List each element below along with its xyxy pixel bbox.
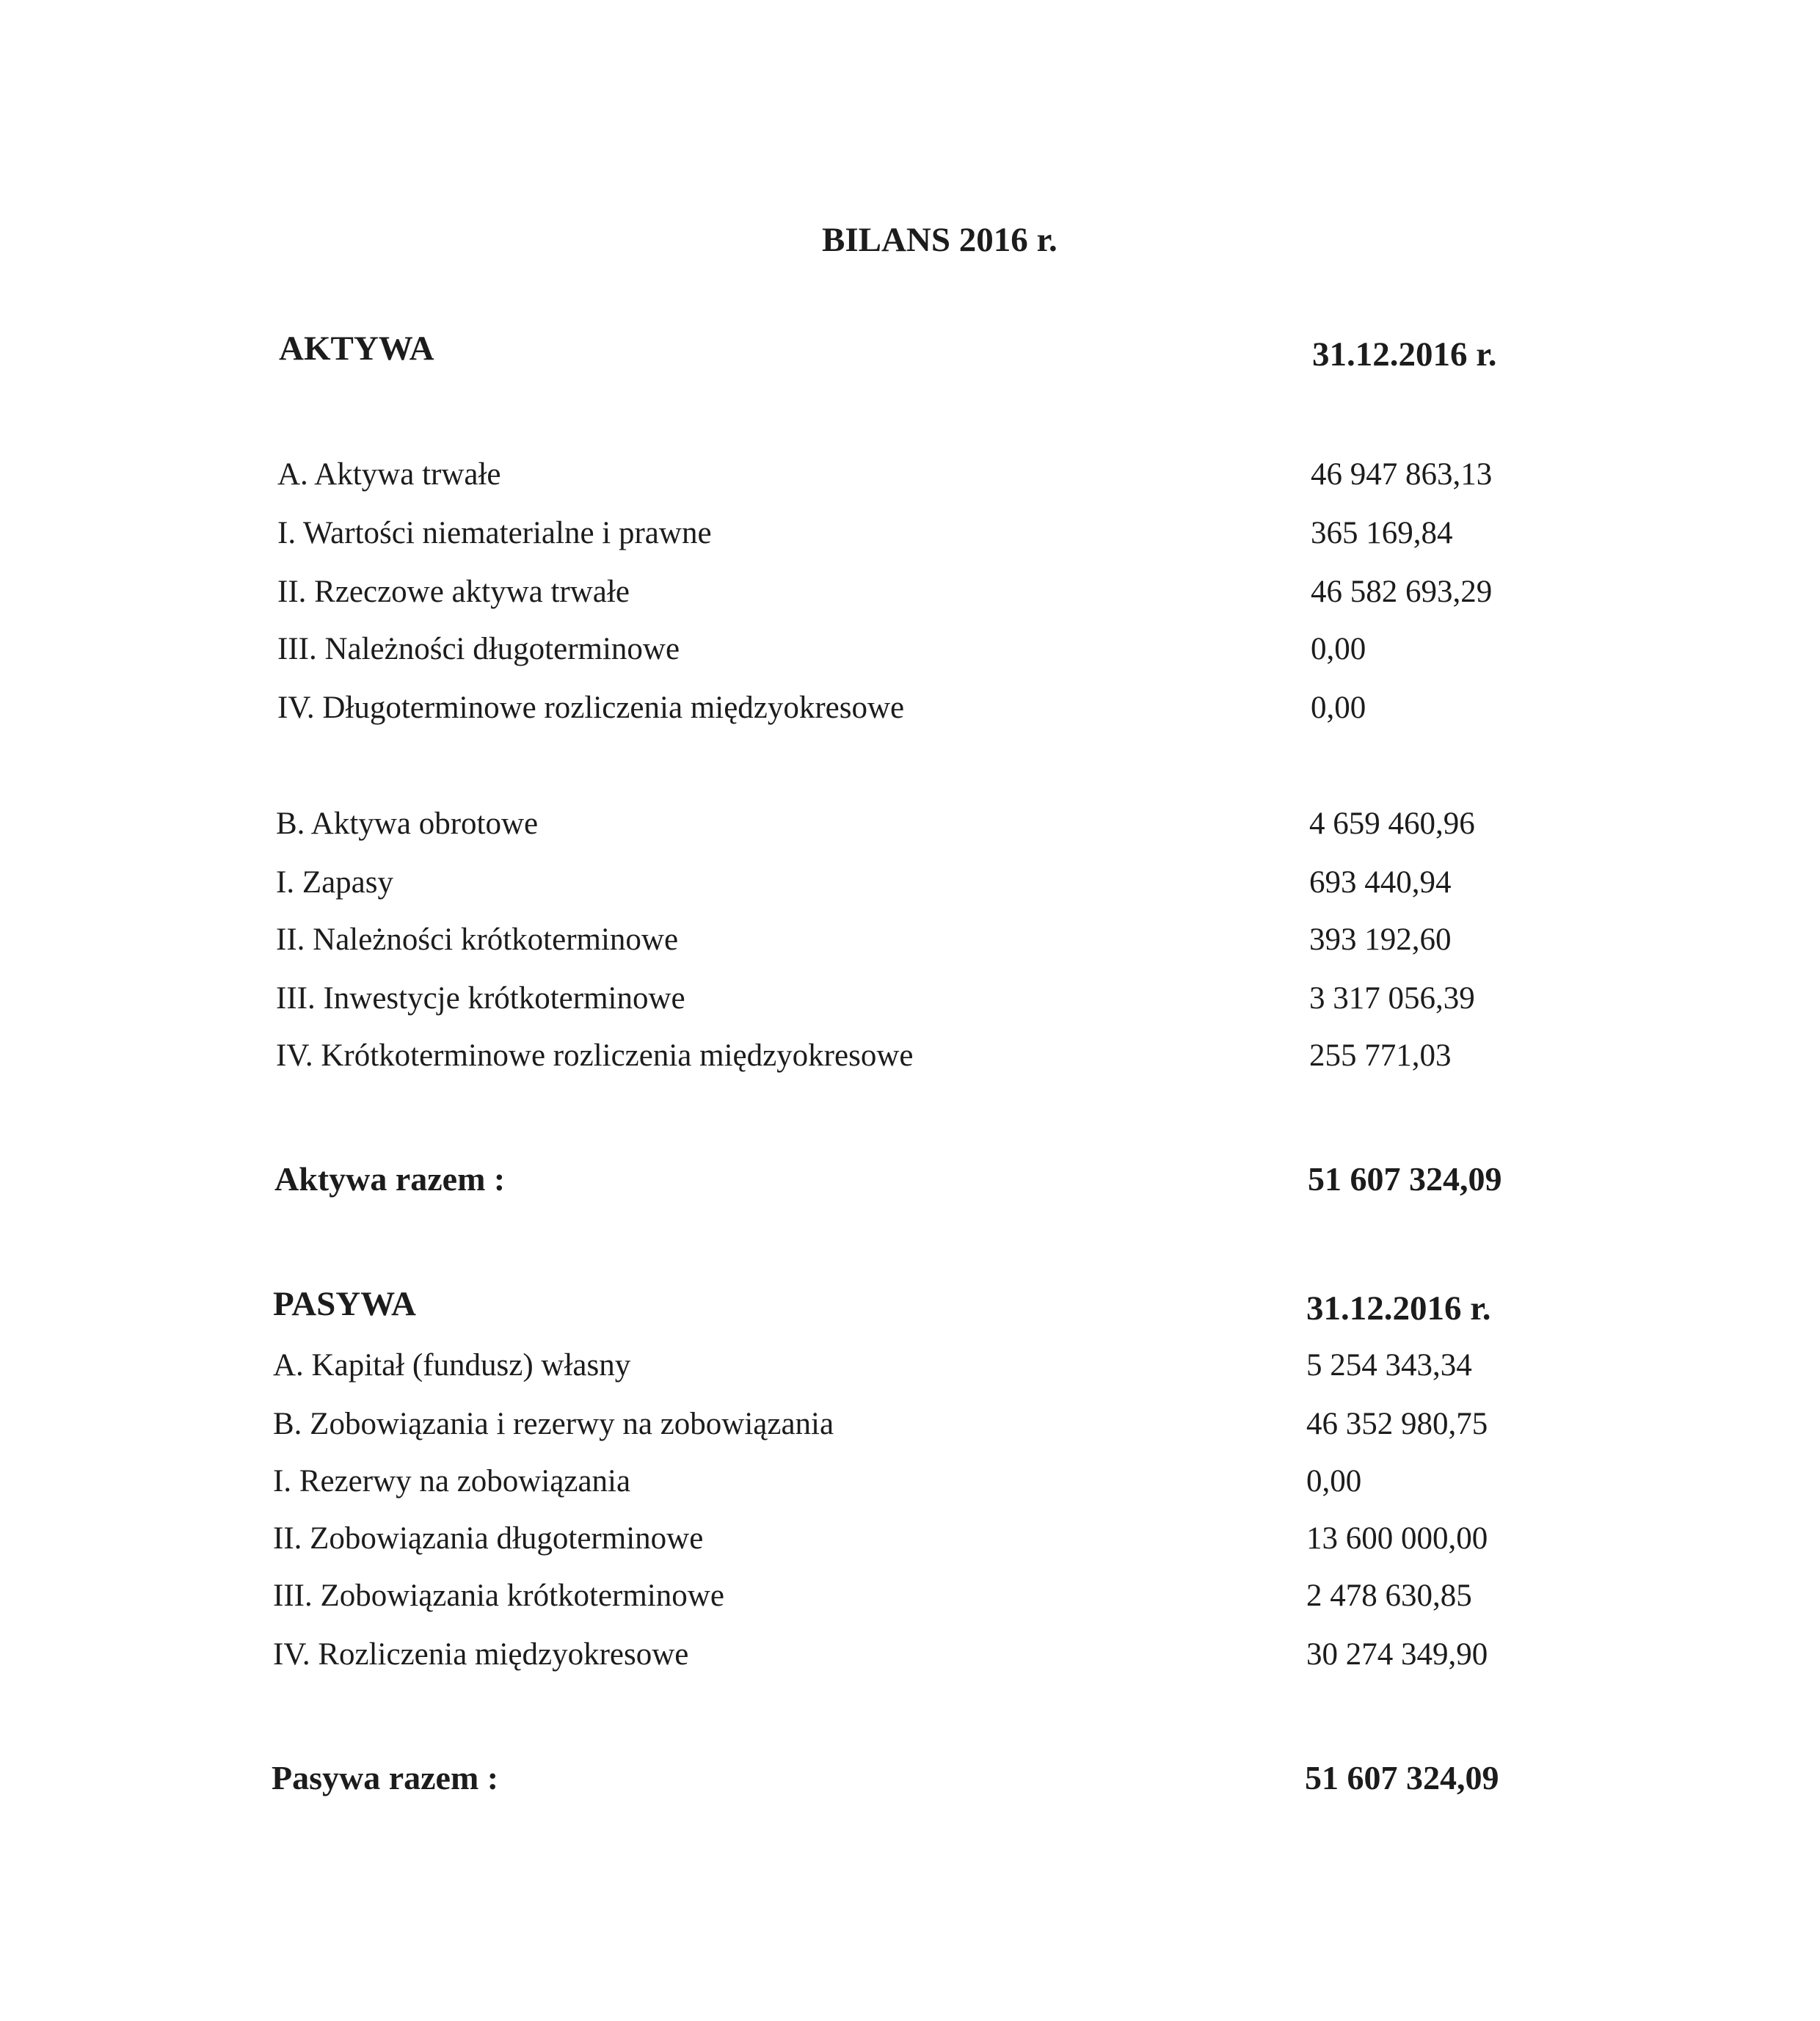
aktywa-date-header: 31.12.2016 r. — [1312, 335, 1497, 374]
row-label: III. Inwestycje krótkoterminowe — [276, 981, 685, 1016]
pasywa-total-row — [0, 1758, 1820, 1802]
row-label: II. Należności krótkoterminowe — [276, 922, 679, 957]
row-label: I. Zapasy — [276, 865, 393, 900]
row-value: 255 771,03 — [1309, 1038, 1452, 1073]
row-value: 0,00 — [1306, 1464, 1362, 1499]
aktywa-header: AKTYWA — [279, 329, 434, 368]
table-row — [0, 806, 1820, 850]
table-row — [0, 864, 1820, 908]
table-row — [0, 456, 1820, 500]
row-label: I. Wartości niematerialne i prawne — [277, 516, 712, 550]
row-label: III. Zobowiązania krótkoterminowe — [273, 1578, 724, 1613]
table-row — [0, 1521, 1820, 1565]
row-value: 13 600 000,00 — [1306, 1521, 1488, 1556]
row-value: 0,00 — [1311, 691, 1366, 725]
table-row — [0, 1463, 1820, 1507]
row-label: A. Kapitał (fundusz) własny — [273, 1348, 631, 1383]
total-label: Pasywa razem : — [272, 1759, 499, 1796]
row-label: II. Rzeczowe aktywa trwałe — [277, 575, 630, 609]
row-value: 0,00 — [1311, 632, 1366, 666]
total-value: 51 607 324,09 — [1308, 1160, 1502, 1198]
table-row — [0, 631, 1820, 675]
row-label: B. Zobowiązania i rezerwy na zobowiązania — [273, 1407, 834, 1441]
table-row — [0, 1038, 1820, 1082]
table-row — [0, 980, 1820, 1024]
row-value: 2 478 630,85 — [1306, 1578, 1472, 1613]
table-row — [0, 1578, 1820, 1622]
page-title: BILANS 2016 r. — [822, 221, 1058, 259]
total-value: 51 607 324,09 — [1305, 1759, 1499, 1796]
row-label: II. Zobowiązania długoterminowe — [273, 1521, 704, 1556]
table-row — [0, 574, 1820, 618]
row-value: 4 659 460,96 — [1309, 806, 1475, 841]
row-value: 693 440,94 — [1309, 865, 1452, 900]
table-row — [0, 1636, 1820, 1680]
row-label: IV. Długoterminowe rozliczenia międzyokresowe — [277, 691, 905, 725]
table-row — [0, 1347, 1820, 1391]
pasywa-header: PASYWA — [273, 1285, 416, 1323]
row-label: IV. Rozliczenia międzyokresowe — [273, 1637, 689, 1672]
row-value: 3 317 056,39 — [1309, 981, 1475, 1016]
pasywa-date-header: 31.12.2016 r. — [1306, 1289, 1491, 1328]
table-row — [0, 690, 1820, 734]
table-row — [0, 515, 1820, 559]
total-label: Aktywa razem : — [274, 1160, 506, 1198]
row-label: I. Rezerwy na zobowiązania — [273, 1464, 631, 1499]
row-value: 393 192,60 — [1309, 922, 1452, 957]
row-label: B. Aktywa obrotowe — [276, 806, 539, 841]
table-row — [0, 1406, 1820, 1450]
row-value: 30 274 349,90 — [1306, 1637, 1488, 1672]
row-value: 365 169,84 — [1311, 516, 1453, 550]
aktywa-total-row — [0, 1159, 1820, 1204]
row-value: 46 582 693,29 — [1311, 575, 1493, 609]
row-label: III. Należności długoterminowe — [277, 632, 680, 666]
row-value: 46 947 863,13 — [1311, 457, 1493, 492]
row-value: 5 254 343,34 — [1306, 1348, 1472, 1383]
row-value: 46 352 980,75 — [1306, 1407, 1488, 1441]
row-label: A. Aktywa trwałe — [277, 457, 501, 492]
table-row — [0, 922, 1820, 966]
row-label: IV. Krótkoterminowe rozliczenia międzyokresowe — [276, 1038, 914, 1073]
